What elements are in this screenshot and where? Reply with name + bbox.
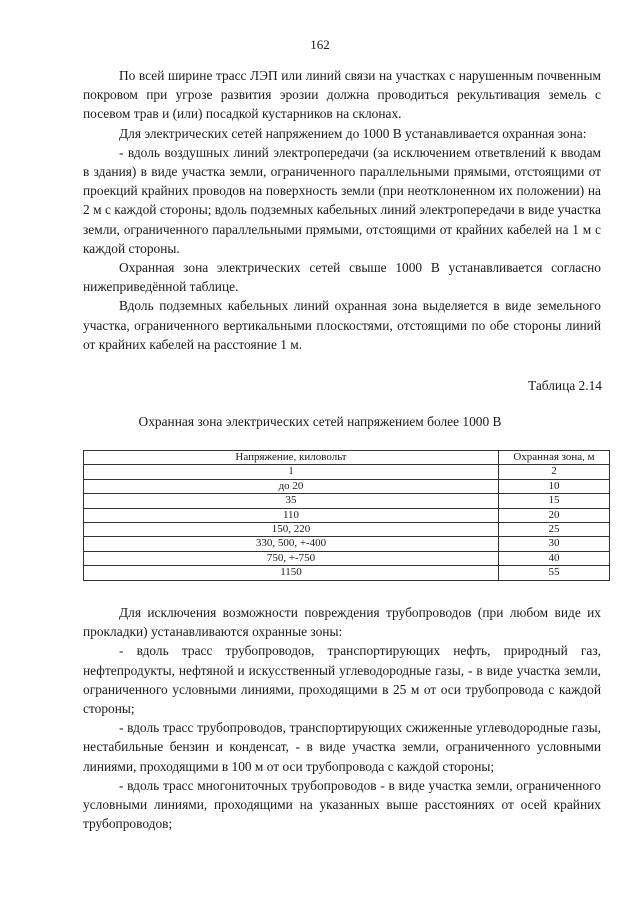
top-text-block <box>83 66 601 354</box>
cell-zone: 10 <box>499 479 610 493</box>
table-row <box>84 523 610 537</box>
table-row <box>84 494 610 508</box>
cell-zone: 2 <box>499 465 610 479</box>
table-row <box>84 465 610 479</box>
paragraph: Охранная зона электрических сетей свыше 1000 В устанавливается согласно нижеприведённой таблице. <box>83 260 601 295</box>
table-row <box>84 508 610 522</box>
cell-voltage: 35 <box>84 494 499 508</box>
protection-zone-table <box>83 450 610 581</box>
header-zone: Охранная зона, м <box>499 451 610 465</box>
cell-zone: 15 <box>499 494 610 508</box>
cell-voltage: 110 <box>84 508 499 522</box>
cell-zone: 25 <box>499 523 610 537</box>
table-row <box>84 551 610 565</box>
cell-voltage: до 20 <box>84 479 499 493</box>
paragraph: По всей ширине трасс ЛЭП или линий связи на участках с нарушенным почвенным покровом при угрозе развития эрозии должна проводиться рекультивация земель с посевом трав и (или) посадкой кустарников на склонах. <box>83 68 601 122</box>
table-row <box>84 537 610 551</box>
bottom-text-block <box>83 603 601 833</box>
paragraph: Вдоль подземных кабельных линий охранная зона выделяется в виде земельного участка, ограниченного вертикальными плоскостями, отстоящими по обе стороны линий от крайних кабелей на расстояние 1 м. <box>83 298 601 352</box>
cell-voltage: 1150 <box>84 566 499 580</box>
paragraph: - вдоль трасс трубопроводов, транспортирующих нефть, природный газ, нефтепродукты, нефтяной и искусственный углеводородные газы, - в виде участка земли, ограниченного условными линиями, проходящими в 25 м от оси трубопровода с каждой стороны; <box>83 643 601 717</box>
header-voltage: Напряжение, киловольт <box>84 451 499 465</box>
cell-zone: 30 <box>499 537 610 551</box>
paragraph: Для электрических сетей напряжением до 1000 В устанавливается охранная зона: <box>119 125 587 141</box>
cell-voltage: 330, 500, +-400 <box>84 537 499 551</box>
table-label: Таблица 2.14 <box>527 378 602 393</box>
table-row <box>84 479 610 493</box>
cell-zone: 40 <box>499 551 610 565</box>
table-header-row <box>84 451 610 465</box>
table-row <box>84 566 610 580</box>
page-number: 162 <box>310 37 330 52</box>
table-title: Охранная зона электрических сетей напряжением более 1000 В <box>138 414 502 429</box>
cell-voltage: 150, 220 <box>84 523 499 537</box>
paragraph: - вдоль воздушных линий электропередачи (за исключением ответвлений к вводам в здания) в виде участка земли, ограниченного параллельными прямыми, отстоящими от проекций крайних проводов на поверхность земли (при неотклоненном их положении) на 2 м с каждой стороны; вдоль подземных кабельных линий электропередачи в виде участка земли, ограниченного параллельными прямыми, отстоящими от крайних кабелей на 1 м с каждой стороны. <box>83 144 601 256</box>
paragraph: - вдоль трасс многониточных трубопроводов - в виде участка земли, ограниченного условными линиями, проходящими на указанных выше расстояниях от осей крайних трубопроводов; <box>83 777 601 832</box>
paragraph: - вдоль трасс трубопроводов, транспортирующих сжиженные углеводородные газы, нестабильные бензин и конденсат, - в виде участка земли, ограниченного условными линиями, проходящими в 100 м от оси трубопровода с каждой стороны; <box>83 720 601 774</box>
paragraph: Для исключения возможности повреждения трубопроводов (при любом виде их прокладки) устанавливаются охранные зоны: <box>83 605 601 640</box>
cell-zone: 55 <box>499 566 610 580</box>
cell-voltage: 1 <box>84 465 499 479</box>
cell-voltage: 750, +-750 <box>84 551 499 565</box>
cell-zone: 20 <box>499 508 610 522</box>
